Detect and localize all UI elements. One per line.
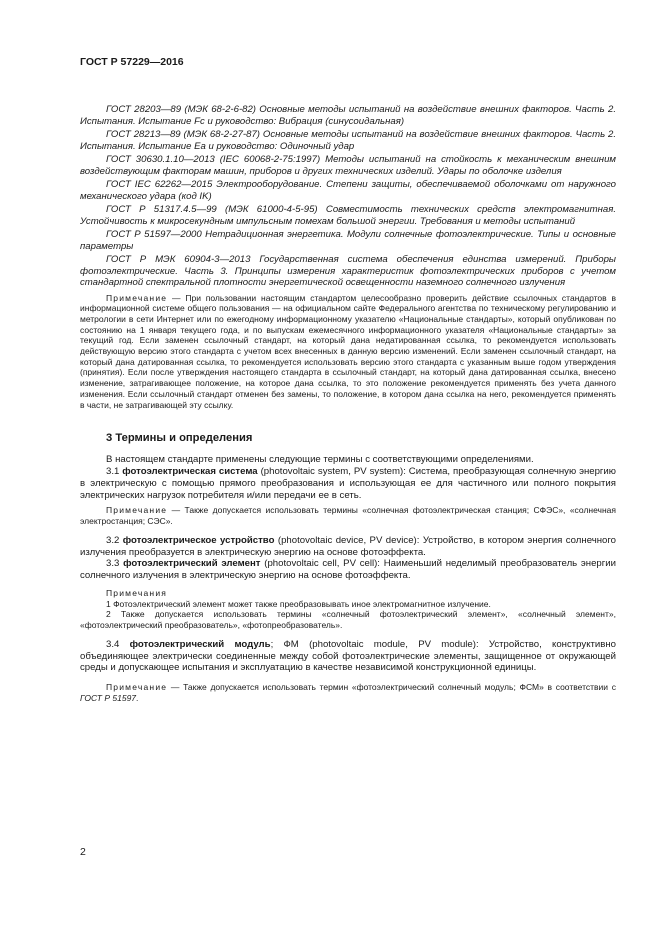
term-name: фотоэлектрический модуль: [129, 638, 271, 650]
section-title: 3 Термины и определения: [106, 432, 253, 445]
note-reference: ГОСТ Р 51597: [80, 692, 137, 703]
note-text: — Также допускается использовать термин «фотоэлектрический солнечный модуль; ФСМ» в соответствии с: [167, 682, 616, 693]
standard-header: ГОСТ Р 57229—2016: [80, 56, 184, 68]
reference-gost-28203: ГОСТ 28203—89 (МЭК 68-2-6-82) Основные методы испытаний на воздействие внешних факторов. Часть 2. Испытания. Испытание Fc и руководство: Вибрация (синусоидальная): [80, 104, 616, 127]
note-label: Примечание: [106, 505, 168, 516]
note-text: — Также допускается использовать термины «солнечная фотоэлектрическая станция; СФЭС», «солнечная электростанция; СЭС».: [80, 505, 616, 527]
term-definition: (photovoltaic system, PV system): Система, преобразующая солнечную энергию в электрическую с помощью прямого преобразования и использующая ее для частичного или полного покрытия электрических нагрузок потребителя и/или передачи ее в сеть.: [80, 466, 616, 501]
page-number: 2: [80, 846, 86, 858]
term-name: фотоэлектрическая система: [122, 466, 258, 478]
term-name: фотоэлектрический элемент: [123, 558, 261, 570]
term-3-1-note: [80, 505, 616, 526]
term-abbreviation: ; ФМ: [270, 638, 299, 650]
notes-label: Примечания: [106, 588, 168, 599]
reference-gost-r-51597: ГОСТ Р 51597—2000 Нетрадиционная энергетика. Модули солнечные фотоэлектрические. Типы и основные параметры: [80, 229, 616, 252]
page-content: [80, 104, 616, 704]
note-item-1: 1 Фотоэлектрический элемент может также преобразовывать иное электромагнитное излучение.: [106, 598, 491, 609]
term-3-3-notes: [80, 588, 616, 631]
note-item-2: 2 Также допускается использовать термины «солнечный фотоэлектрический элемент», «солнечный элемент», «фотоэлектрический преобразователь», «фотопреобразователь».: [80, 609, 616, 631]
section-intro: В настоящем стандарте применены следующие термины с соответствующими определениями.: [106, 454, 534, 466]
reference-gost-28213: ГОСТ 28213—89 (МЭК 68-2-27-87) Основные методы испытаний на воздействие внешних факторов. Часть 2. Испытания. Испытание Ea и руководство: Одиночный удар: [80, 129, 616, 152]
reference-gost-30630: ГОСТ 30630.1.10—2013 (IEC 60068-2-75:1997) Методы испытаний на стойкость к механическим внешним воздействующим факторам машин, приборов и других технических изделий. Удары по оболочке изделия: [80, 154, 616, 177]
term-definition: (photovoltaic module, PV module): Устройство, конструктивно объединяющее электрически соединенные между собой фотоэлектрические элементы, защищенное от окружающей среды и допускающее испытания и эксплуатацию в качестве независимой конструкционной единицы.: [80, 638, 616, 674]
term-3-3: [80, 558, 616, 582]
term-number: 3.3: [106, 558, 124, 570]
term-3-4-note: [80, 682, 616, 703]
note-text: — При пользовании настоящим стандартом целесообразно проверить действие ссылочных стандартов в информационной системе общего пользования — на официальном сайте Федерального агентства по техническому регулированию и метрологии в сети Интернет или по ежегодному информационному указателю «Национальные стандарты», который опубликован по состоянию на 1 января текущего года, и по выпускам ежемесячного информационного указателя «Национальные стандарты» за текущий год. Если заменен ссылочный стандарт, на который дана недатированная ссылка, то рекомендуется использовать действующую версию этого стандарта с учетом всех внесенных в данную версию изменений. Если заменен ссылочный стандарт, на который дана датированная ссылка, то рекомендуется использовать версию этого стандарта с указанным выше годом утверждения (принятия). Если после утверждения настоящего стандарта в ссылочный стандарт, на который дана датированная ссылка, внесено изменение, затрагивающее положение, на которое дана ссылка, то это положение рекомендуется применять без учета данного изменения. Если ссылочный стандарт отменен без замены, то положение, в котором дана ссылка на него, рекомендуется применять в части, не затрагивающей эту ссылку.: [80, 292, 616, 410]
term-3-2: [80, 535, 616, 559]
term-definition: (photovoltaic device, PV device): Устройство, в котором энергия солнечного излучения преобразуется в электрическую энергию на основе фотоэффекта.: [80, 534, 616, 558]
note-label: Примечание: [106, 292, 168, 303]
note-label: Примечание: [106, 682, 168, 693]
note-end: .: [136, 692, 139, 703]
reference-gost-r-mek-60904: ГОСТ Р МЭК 60904-3—2013 Государственная система обеспечения единства измерений. Приборы фотоэлектрические. Часть 3. Принципы измерения характеристик фотоэлектрических приборов с учетом стандартной спектральной плотности энергетической освещенности наземного солнечного излучения: [80, 254, 616, 288]
term-number: 3.2: [106, 534, 123, 546]
term-3-4: [80, 639, 616, 674]
term-definition: (photovoltaic cell, PV cell): Наименьший неделимый преобразователь энергии солнечного излучения в электрическую энергию на основе фотоэффекта.: [80, 558, 616, 582]
references-note: [80, 293, 616, 411]
term-name: фотоэлектрическое устройство: [122, 534, 275, 546]
term-number: 3.4: [106, 638, 130, 650]
term-number: 3.1: [106, 466, 123, 478]
term-3-1: [80, 466, 616, 501]
reference-gost-r-51317: ГОСТ Р 51317.4.5—99 (МЭК 61000-4-5-95) Совместимость технических средств электромагнитная. Устойчивость к микросекундным импульсным помехам большой энергии. Требования и методы испытаний: [80, 204, 616, 227]
reference-gost-iec-62262: ГОСТ IEC 62262—2015 Электрооборудование. Степени защиты, обеспечиваемой оболочками от наружного механического удара (код IK): [80, 179, 616, 202]
